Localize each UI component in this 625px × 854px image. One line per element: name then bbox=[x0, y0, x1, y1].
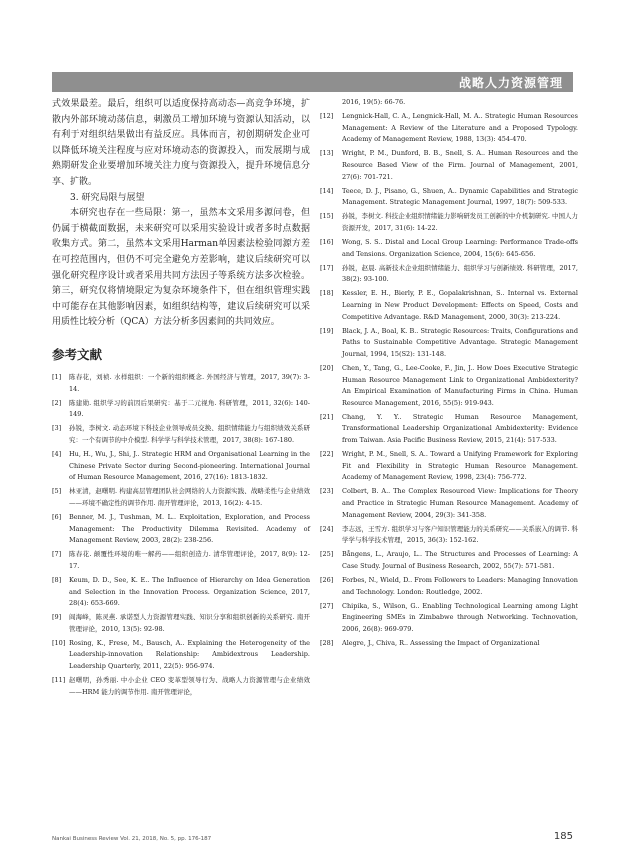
reference-number: [7] bbox=[52, 550, 62, 559]
reference-number: [26] bbox=[320, 576, 334, 585]
reference-text: 陈春花. 颠覆性环境的唯一解药——组织创造力. 清华管理评论，2017, 8(9): 12-17. bbox=[69, 550, 310, 570]
reference-item bbox=[52, 486, 310, 509]
reference-number: [25] bbox=[320, 550, 334, 559]
reference-number: [10] bbox=[52, 638, 66, 647]
reference-text: Forbes, N., Wield, D.. From Followers to Leaders: Managing Innovation and Technology. London: Routledge, 2002. bbox=[342, 576, 578, 596]
reference-number: [24] bbox=[320, 524, 334, 533]
reference-number: [13] bbox=[320, 149, 334, 158]
reference-item bbox=[320, 412, 578, 447]
reference-text: Keum, D. D., See, K. E.. The Influence of Hierarchy on Idea Generation and Selection in the Innovation Process. Organization Science, 2017, 28(4): 653-669. bbox=[69, 575, 310, 608]
reference-item bbox=[52, 575, 310, 610]
reference-item bbox=[320, 211, 578, 234]
reference-item bbox=[52, 398, 310, 421]
reference-item bbox=[320, 363, 578, 409]
reference-item bbox=[52, 372, 310, 395]
reference-item bbox=[52, 449, 310, 484]
reference-number: [4] bbox=[52, 449, 62, 458]
reference-item bbox=[320, 288, 578, 323]
reference-text: 赵曙明，孙秀丽. 中小企业 CEO 变革型领导行为、战略人力资源管理与企业绩效——HRM 能力的调节作用. 南开管理评论， bbox=[69, 676, 310, 696]
references-list-left bbox=[52, 372, 310, 698]
reference-number: [22] bbox=[320, 450, 334, 459]
reference-item bbox=[320, 263, 578, 286]
reference-item bbox=[52, 675, 310, 698]
reference-item bbox=[52, 512, 310, 547]
reference-item bbox=[320, 575, 578, 598]
reference-text: Chang, Y. Y.. Strategic Human Resource Management, Transformational Leadership Organizational Ambidexterity: Evidence from Taiwan. Asia Pacific Business Review, 2015, 21(4): 517-533. bbox=[342, 412, 578, 445]
reference-text: 李志远，王雪方. 组织学习与客户知识管理能力的关系研究——关系嵌入的调节. 科学学与科学技术管理，2015, 36(3): 152-162. bbox=[342, 524, 578, 545]
reference-text: Kessler, E. H., Bierly, P. E., Gopalakrishnan, S.. Internal vs. External Learning in New Product Development: Effects on Speed, Costs and Competitive Advantage. R&D Management, 2000, 30(3): 213-224. bbox=[342, 289, 578, 321]
reference-number: [12] bbox=[320, 112, 334, 121]
right-column bbox=[320, 97, 578, 652]
reference-number: [9] bbox=[52, 613, 62, 622]
reference-number: [2] bbox=[52, 398, 62, 407]
reference-text: Chen, Y., Tang, G., Lee-Cooke, F., Jin, J.. How Does Executive Strategic Human Resource Management Link to Organizational Ambidexterity? An Empirical Examination of Manufacturing Firms in China. Human Resource Management, 2016, 55(5): 919-943. bbox=[342, 363, 578, 407]
subsection-heading: 3. 研究局限与展望 bbox=[70, 192, 145, 203]
reference-item bbox=[320, 148, 578, 183]
reference-text: Chipika, S., Wilson, G.. Enabling Technological Learning among Light Engineering SMEs in Zimbabwe through Networking. Technovation, 2006, 26(8): 969-979. bbox=[342, 601, 578, 633]
reference-text: Wright, P. M., Dunford, B. B., Snell, S. A.. Human Resources and the Resource Based View of the Firm. Journal of Management, 2001, 27(6): 701-721. bbox=[342, 149, 578, 181]
reference-text: Lengnick-Hall, C. A., Lengnick-Hall, M. A.. Strategic Human Resources Management: A Review of the Literature and a Proposed Typology. Academy of Management Review, 1988, 13(3): 454-470. bbox=[342, 112, 578, 144]
reference-number: [6] bbox=[52, 512, 62, 521]
reference-item bbox=[320, 638, 578, 650]
reference-number bbox=[320, 97, 342, 109]
body-paragraph: 本研究也存在一些局限：第一，虽然本文采用多源问卷，但仍属于横截面数据，未来研究可以采用实验设计或者多时点数据收集方式。第二，虽然本文采用Harman单因素法检验同源方差在可控范围内，但仍不可完全避免方差影响，建议后续研究可以强化研究程序设计或者采用共同方法因子等系统方法多次检验。第三，研究仅将情境限定为复杂环境条件下，但在组织管理实践中可能存在其他影响因素，如组织结构等，建议后续研究可以采用质性比较分析（QCA）方法分析多因素间的共同效应。 bbox=[52, 208, 310, 328]
reference-text: Teece, D. J., Pisano, G., Shuen, A.. Dynamic Capabilities and Strategic Management. Strategic Management Journal, 1997, 18(7): 509-533. bbox=[342, 186, 578, 207]
reference-item bbox=[52, 423, 310, 446]
reference-number: [17] bbox=[320, 263, 334, 272]
reference-text: Wright, P. M., Snell, S. A.. Toward a Unifying Framework for Exploring Fit and Flexibility in Strategic Human Resource Management. Academy of Management Review, 1998, 23(4): 756-772. bbox=[342, 450, 578, 482]
reference-text: 2016, 19(5): 66-76. bbox=[342, 98, 406, 106]
journal-info: Nankai Business Review Vol. 21, 2018, No. 5, pp. 176-187 bbox=[52, 836, 212, 842]
reference-text: Bångens, L., Araujo, L.. The Structures and Processes of Learning: A Case Study. Journal of Business Research, 2002, 55(7): 571-581. bbox=[342, 550, 578, 570]
reference-number: [19] bbox=[320, 326, 334, 335]
reference-item bbox=[320, 549, 578, 572]
reference-text: 孙锐，李树文. 动态环境下科技企业领导成员交换、组织情绪能力与组织绩效关系研究：一个有调节的中介模型. 科学学与科学技术管理，2017, 38(8): 167-180. bbox=[69, 424, 310, 444]
references-heading: 参考文献 bbox=[52, 346, 103, 362]
reference-item bbox=[52, 612, 310, 635]
left-column bbox=[52, 97, 310, 701]
reference-item bbox=[320, 97, 578, 109]
reference-number: [8] bbox=[52, 575, 62, 584]
reference-item bbox=[320, 186, 578, 209]
reference-number: [21] bbox=[320, 412, 334, 421]
reference-text: Black, J. A., Boal, K. B.. Strategic Resources: Traits, Configurations and Paths to Sustainable Competitive Advantage. Strategic Management Journal, 1994, 15(S2): 131-148. bbox=[342, 326, 578, 358]
reference-number: [18] bbox=[320, 289, 334, 298]
reference-item bbox=[320, 326, 578, 361]
reference-item bbox=[320, 524, 578, 547]
reference-text: Colbert, B. A.. The Complex Resourced View: Implications for Theory and Practice in Strategic Human Resource Management. Academy of Management Review, 2004, 29(3): 341-358. bbox=[342, 487, 578, 519]
reference-text: Alegre, J., Chiva, R.. Assessing the Impact of Organizational bbox=[342, 639, 540, 648]
reference-text: 林亚清，赵曙明. 构建高层管理团队社会网络的人力资源实践、战略柔性与企业绩效——环境不确定性的调节作用. 南开管理评论，2013, 16(2): 4-15. bbox=[69, 487, 310, 507]
reference-text: 孙锐，赵晨. 高新技术企业组织情绪能力、组织学习与创新绩效. 科研管理，2017, 38(2): 93-100. bbox=[342, 263, 578, 284]
reference-number: [16] bbox=[320, 238, 334, 247]
section-title: 战略人力资源管理 bbox=[458, 76, 563, 90]
reference-number: [11] bbox=[52, 676, 66, 685]
reference-text: Rosing, K., Frese, M., Bausch, A.. Explaining the Heterogeneity of the Leadership-innovation Relationship: Ambidextrous Leadership. Leadership Quarterly, 2011, 22(5): 956-974. bbox=[69, 638, 310, 671]
reference-text: Hu, H., Wu, J., Shi, J.. Strategic HRM and Organisational Learning in the Chinese Private Sector during Second-pioneering. International Journal of Human Resource Management, 2016, 27(16): 1813-1832. bbox=[69, 449, 310, 482]
reference-text: 陈春花，刘祯. 水样组织：一个新的组织概念. 外国经济与管理，2017, 39(7): 3-14. bbox=[69, 372, 310, 393]
reference-number: [28] bbox=[320, 639, 334, 648]
reference-item bbox=[52, 549, 310, 572]
reference-item bbox=[52, 638, 310, 673]
reference-number: [15] bbox=[320, 212, 334, 221]
reference-number: [14] bbox=[320, 186, 334, 195]
reference-item bbox=[320, 486, 578, 521]
reference-item bbox=[320, 237, 578, 260]
reference-item bbox=[320, 111, 578, 146]
reference-number: [23] bbox=[320, 487, 334, 496]
reference-text: Benner, M. J., Tushman, M. L.. Exploitation, Exploration, and Process Management: The Productivity Dilemma Revisited. Academy of Management Review, 2003, 28(2): 238-256. bbox=[69, 512, 310, 545]
reference-item bbox=[320, 601, 578, 636]
reference-text: 孙锐，李树文. 科技企业组织情绪能力影响研发员工创新的中介机制研究. 中国人力资源开发，2017, 31(6): 14-22. bbox=[342, 212, 578, 232]
page-number: 185 bbox=[553, 831, 573, 842]
section-header-bar bbox=[52, 72, 573, 92]
reference-item bbox=[320, 449, 578, 484]
reference-number: [5] bbox=[52, 487, 62, 496]
reference-number: [1] bbox=[52, 372, 62, 381]
reference-text: 陈建勋. 组织学习的前因后果研究：基于二元视角. 科研管理，2011, 32(6): 140-149. bbox=[69, 398, 310, 419]
reference-number: [3] bbox=[52, 424, 62, 433]
body-paragraph: 式效果最差。最后，组织可以适度保持高动态—高竞争环境，扩散内外部环境动荡信息，刺激员工增加环境与资源认知活动，以有利于对组织结果做出有益反应。具体而言，初创期研发企业可以降低环境关注程度与应对环境动态的资源投入，而发展期与成熟期研发企业要增加环境关注力度与资源投入，提升环境信息分享、扩散。 bbox=[52, 99, 310, 187]
reference-text: Wong, S. S.. Distal and Local Group Learning: Performance Trade-offs and Tensions. Organization Science, 2004, 15(6): 645-656. bbox=[342, 238, 578, 258]
reference-number: [20] bbox=[320, 363, 334, 372]
references-list-right bbox=[320, 97, 578, 650]
reference-text: 阎海峰，陈灵燕. 承诺型人力资源管理实践、知识分享和组织创新的关系研究. 南开管理评论，2010, 13(5): 92-98. bbox=[69, 613, 310, 633]
reference-number: [27] bbox=[320, 601, 334, 610]
